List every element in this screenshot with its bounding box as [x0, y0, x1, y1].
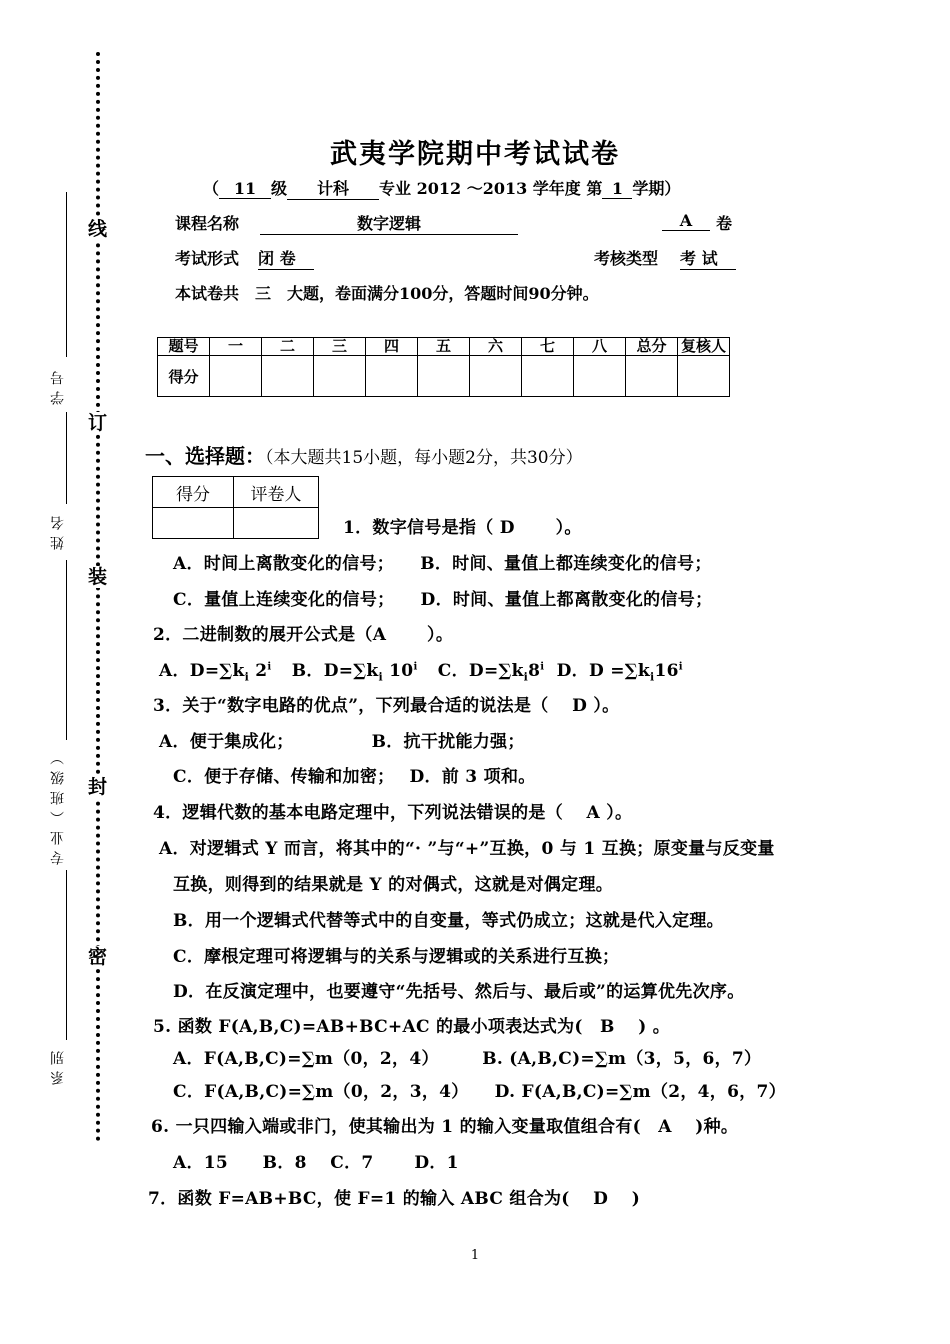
- question-2: 2．二进制数的展开公式是（A ）。: [153, 625, 454, 645]
- q2-option-d: [556, 661, 683, 684]
- name-label: 姓名: [50, 510, 66, 550]
- score-table-header-row: [158, 338, 730, 356]
- q6-options: A．15 B．8 C．7 D．1: [173, 1153, 459, 1173]
- q3-options-ab: A．便于集成化； B．抗干扰能力强；: [159, 732, 525, 752]
- exam-title: 武夷学院期中考试试卷: [330, 139, 620, 170]
- grade-value: 11: [219, 179, 271, 199]
- year-text: 专业 2012 ～2013 学年度 第: [379, 179, 603, 198]
- score-row-label: 得分: [158, 356, 210, 397]
- assessment-type-value: 考 试: [680, 246, 736, 270]
- grade-box-header-row: [153, 477, 319, 508]
- grade-box-grader-label: 评卷人: [234, 477, 319, 508]
- page-number: 1: [470, 1248, 480, 1263]
- exam-form-label: 考试形式: [175, 249, 240, 268]
- q2-option-c: [437, 661, 545, 684]
- score-header-cell: 总分: [626, 338, 678, 356]
- option-sup: i: [678, 661, 683, 673]
- option-sub: i: [523, 670, 529, 684]
- grade-box-score-cell[interactable]: [153, 508, 234, 539]
- q4-option-a-line2: 互换，则得到的结果就是 Y 的对偶式，这就是对偶定理。: [173, 875, 614, 895]
- score-header-cell: 七: [522, 338, 574, 356]
- option-sub: i: [378, 670, 383, 684]
- exam-summary: 本试卷共 三 大题，卷面满分100分，答题时间90分钟。: [175, 284, 599, 303]
- option-sub: i: [649, 670, 655, 684]
- score-header-cell: 二: [262, 338, 314, 356]
- grade-major-line: [203, 176, 680, 200]
- option-text: B．D=∑k: [291, 661, 379, 681]
- q5-options-cd: C．F(A,B,C)=∑m（0，2，3，4） D. F(A,B,C)=∑m（2，4，6，7）: [173, 1082, 786, 1102]
- score-cell[interactable]: [262, 356, 314, 397]
- q4-option-a-line1: A．对逻辑式 Y 而言，将其中的“· ”与“+”互换，0 与 1 互换；原变量与反变量: [159, 839, 775, 859]
- q3-options-cd: C．便于存储、传输和加密； D．前 3 项和。: [173, 767, 536, 787]
- course-name: 数字逻辑: [260, 211, 518, 235]
- question-1: 1．数字信号是指（ D ）。: [343, 518, 582, 538]
- section-1-heading: [145, 440, 583, 469]
- option-text: A．D=∑k: [159, 661, 245, 681]
- score-cell[interactable]: [314, 356, 366, 397]
- score-header-cell: 四: [366, 338, 418, 356]
- option-base: 10: [382, 661, 414, 681]
- question-6: 6. 一只四输入端或非门，使其输出为 1 的输入变量取值组合有( A )种。: [151, 1117, 739, 1137]
- grade-box-score-label: 得分: [153, 477, 234, 508]
- question-3: 3．关于“数字电路的优点”，下列最合适的说法是（ D ）。: [153, 696, 620, 716]
- open-paren: （: [203, 179, 220, 198]
- score-header-cell: 题号: [158, 338, 210, 356]
- score-header-cell: 一: [210, 338, 262, 356]
- section-1-grade-box: [152, 476, 319, 539]
- student-id-line: [66, 192, 67, 357]
- department-line: [66, 870, 67, 1040]
- exam-form-value: 闭 卷: [258, 246, 314, 270]
- option-sup: i: [267, 661, 272, 673]
- score-header-cell: 八: [574, 338, 626, 356]
- department-label: 系别: [50, 1045, 66, 1085]
- margin-char-ding: 订: [88, 412, 108, 434]
- section-1-title: 一、选择题：: [145, 444, 265, 468]
- score-cell[interactable]: [210, 356, 262, 397]
- score-cell[interactable]: [366, 356, 418, 397]
- major-class-label: 专业（班级）: [50, 745, 66, 865]
- q4-option-b: B．用一个逻辑式代替等式中的自变量，等式仍成立；这就是代入定理。: [173, 911, 724, 931]
- q2-option-a: [159, 661, 272, 684]
- paper-suffix: 卷: [716, 214, 733, 233]
- q1-options-cd: C．量值上连续变化的信号； D．时间、量值上都离散变化的信号；: [173, 590, 713, 610]
- option-sup: i: [413, 661, 418, 673]
- paper-code: A: [662, 211, 710, 231]
- margin-char-mi: 密: [88, 946, 108, 968]
- score-cell[interactable]: [522, 356, 574, 397]
- score-header-cell: 三: [314, 338, 366, 356]
- score-header-cell: 复核人: [678, 338, 730, 356]
- q4-option-c: C．摩根定理可将逻辑与的关系与逻辑或的关系进行互换；: [173, 947, 620, 967]
- option-text: D．D =∑k: [556, 661, 650, 681]
- score-header-cell: 五: [418, 338, 470, 356]
- option-sub: i: [244, 670, 250, 684]
- score-cell[interactable]: [418, 356, 470, 397]
- score-header-cell: 六: [470, 338, 522, 356]
- grade-box-input-row: [153, 508, 319, 539]
- grade-box-grader-cell[interactable]: [234, 508, 319, 539]
- margin-char-xian: 线: [88, 218, 108, 240]
- score-cell[interactable]: [626, 356, 678, 397]
- score-cell[interactable]: [678, 356, 730, 397]
- q4-option-d: D．在反演定理中，也要遵守“先括号、然后与、最后或”的运算优先次序。: [173, 982, 745, 1002]
- option-base: 16: [654, 661, 679, 681]
- name-line: [66, 412, 67, 504]
- term-suffix: 学期）: [632, 179, 681, 198]
- option-sup: i: [540, 661, 545, 673]
- question-7: 7．函数 F=AB+BC，使 F=1 的输入 ABC 组合为( D ): [148, 1189, 641, 1209]
- q5-options-ab: A．F(A,B,C)=∑m（0，2，4） B. (A,B,C)=∑m（3，5，6，7）: [173, 1049, 762, 1069]
- question-5: 5. 函数 F(A,B,C)=AB+BC+AC 的最小项表达式为( B ) 。: [153, 1017, 671, 1037]
- section-1-note: （本大题共15小题，每小题2分，共30分）: [265, 448, 583, 468]
- assessment-type-label: 考核类型: [594, 249, 659, 268]
- option-base: 8: [528, 661, 541, 681]
- score-cell[interactable]: [574, 356, 626, 397]
- q2-options: [159, 656, 683, 683]
- option-base: 2: [249, 661, 268, 681]
- term-value: 1: [602, 179, 632, 199]
- score-table-score-row: [158, 356, 730, 397]
- grade-suffix: 级: [271, 179, 288, 198]
- q2-option-b: [291, 661, 418, 684]
- margin-char-zhuang: 装: [88, 566, 108, 588]
- score-cell[interactable]: [470, 356, 522, 397]
- course-label: 课程名称: [175, 214, 240, 233]
- margin-char-feng: 封: [88, 776, 108, 798]
- student-id-label: 学号: [50, 365, 66, 405]
- question-4: 4．逻辑代数的基本电路定理中，下列说法错误的是（ A ）。: [153, 803, 633, 823]
- major-class-line: [66, 560, 67, 740]
- major-value: 计科: [287, 176, 379, 200]
- option-text: C．D=∑k: [437, 661, 524, 681]
- score-table: [157, 337, 730, 397]
- q1-options-ab: A．时间上离散变化的信号； B．时间、量值上都连续变化的信号；: [173, 554, 712, 574]
- binding-dotted-line: [96, 52, 100, 1142]
